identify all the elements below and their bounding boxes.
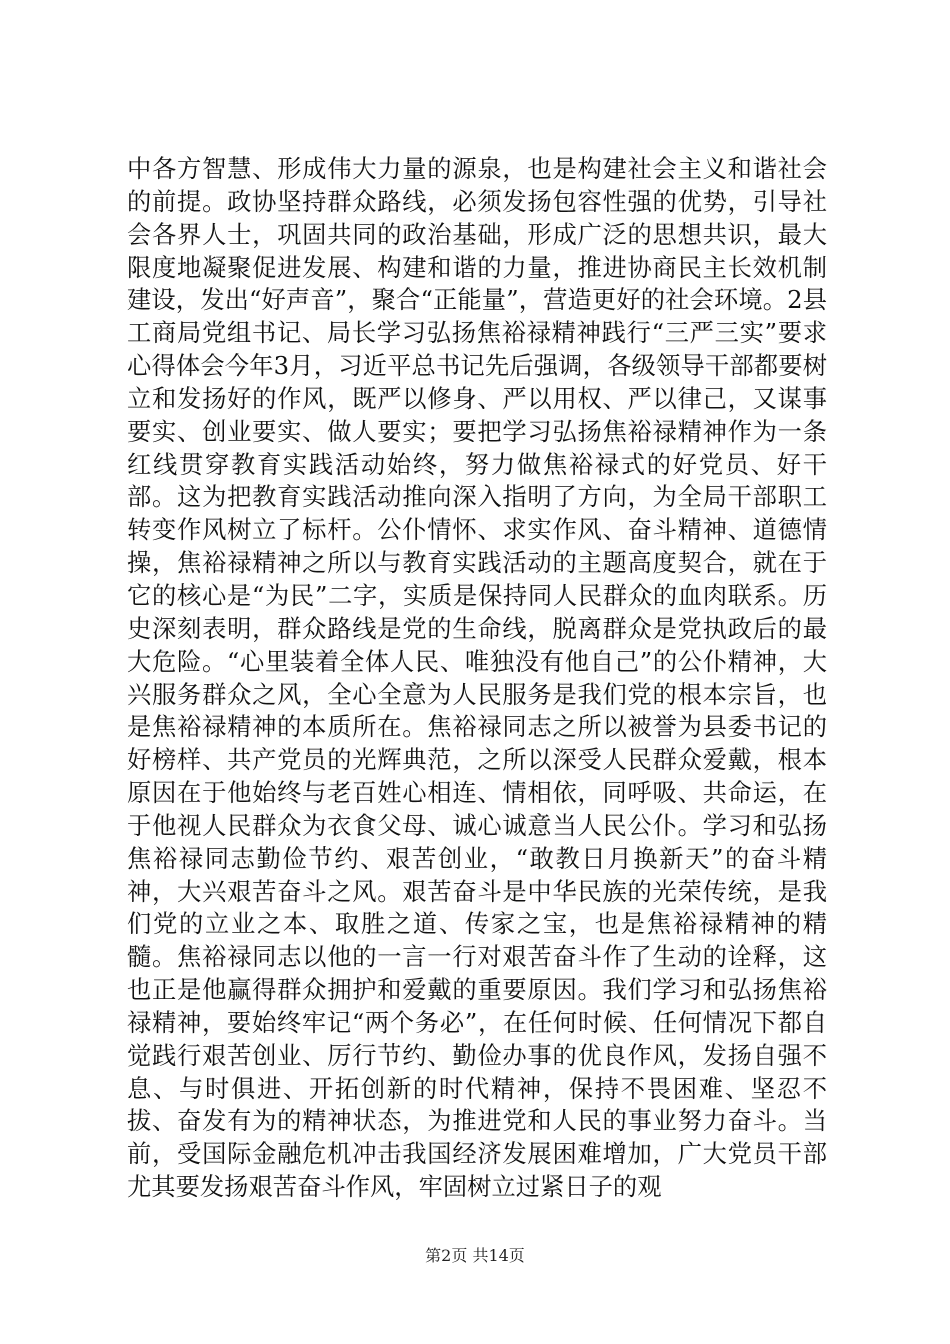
page-number-footer: 第2页 共14页: [425, 1246, 525, 1265]
body-paragraph: 中各方智慧、形成伟大力量的源泉，也是构建社会主义和谐社会的前提。政协坚持群众路线，必须发扬包容性强的优势，引导社会各界人士，巩固共同的政治基础，形成广泛的思想共识，最大限度地凝聚促进发展、构建和谐的力量，推进协商民主长效机制建设，发出“好声音”，聚合“正能量”，营造更好的社会环境。2县工商局党组书记、局长学习弘扬焦裕禄精神践行“三严三实”要求心得体会今年3月，习近平总书记先后强调，各级领导干部都要树立和发扬好的作风，既严以修身、严以用权、严以律己，又谋事要实、创业要实、做人要实；要把学习弘扬焦裕禄精神作为一条红线贯穿教育实践活动始终，努力做焦裕禄式的好党员、好干部。这为把教育实践活动推向深入指明了方向，为全局干部职工转变作风树立了标杆。公仆情怀、求实作风、奋斗精神、道德情操，焦裕禄精神之所以与教育实践活动的主题高度契合，就在于它的核心是“为民”二字，实质是保持同人民群众的血肉联系。历史深刻表明，群众路线是党的生命线，脱离群众是党执政后的最大危险。“心里装着全体人民、唯独没有他自己”的公仆精神，大兴服务群众之风，全心全意为人民服务是我们党的根本宗旨，也是焦裕禄精神的本质所在。焦裕禄同志之所以被誉为县委书记的好榜样、共产党员的光辉典范，之所以深受人民群众爱戴，根本原因在于他始终与老百姓心相连、情相依，同呼吸、共命运，在于他视人民群众为衣食父母、诚心诚意当人民公仆。学习和弘扬焦裕禄同志勤俭节约、艰苦创业，“敢教日月换新天”的奋斗精神，大兴艰苦奋斗之风。艰苦奋斗是中华民族的光荣传统，是我们党的立业之本、取胜之道、传家之宝，也是焦裕禄精神的精髓。焦裕禄同志以他的一言一行对艰苦奋斗作了生动的诠释，这也正是他赢得群众拥护和爱戴的重要原因。我们学习和弘扬焦裕禄精神，要始终牢记“两个务必”，在任何时候、任何情况下都自觉践行艰苦创业、厉行节约、勤俭办事的优良作风，发扬自强不息、与时俱进、开拓创新的时代精神，保持不畏困难、坚忍不拔、奋发有为的精神状态，为推进党和人民的事业努力奋斗。当前，受国际金融危机冲击我国经济发展困难增加，广大党员干部尤其要发扬艰苦奋斗作风，牢固树立过紧日子的观: [127, 154, 827, 1202]
